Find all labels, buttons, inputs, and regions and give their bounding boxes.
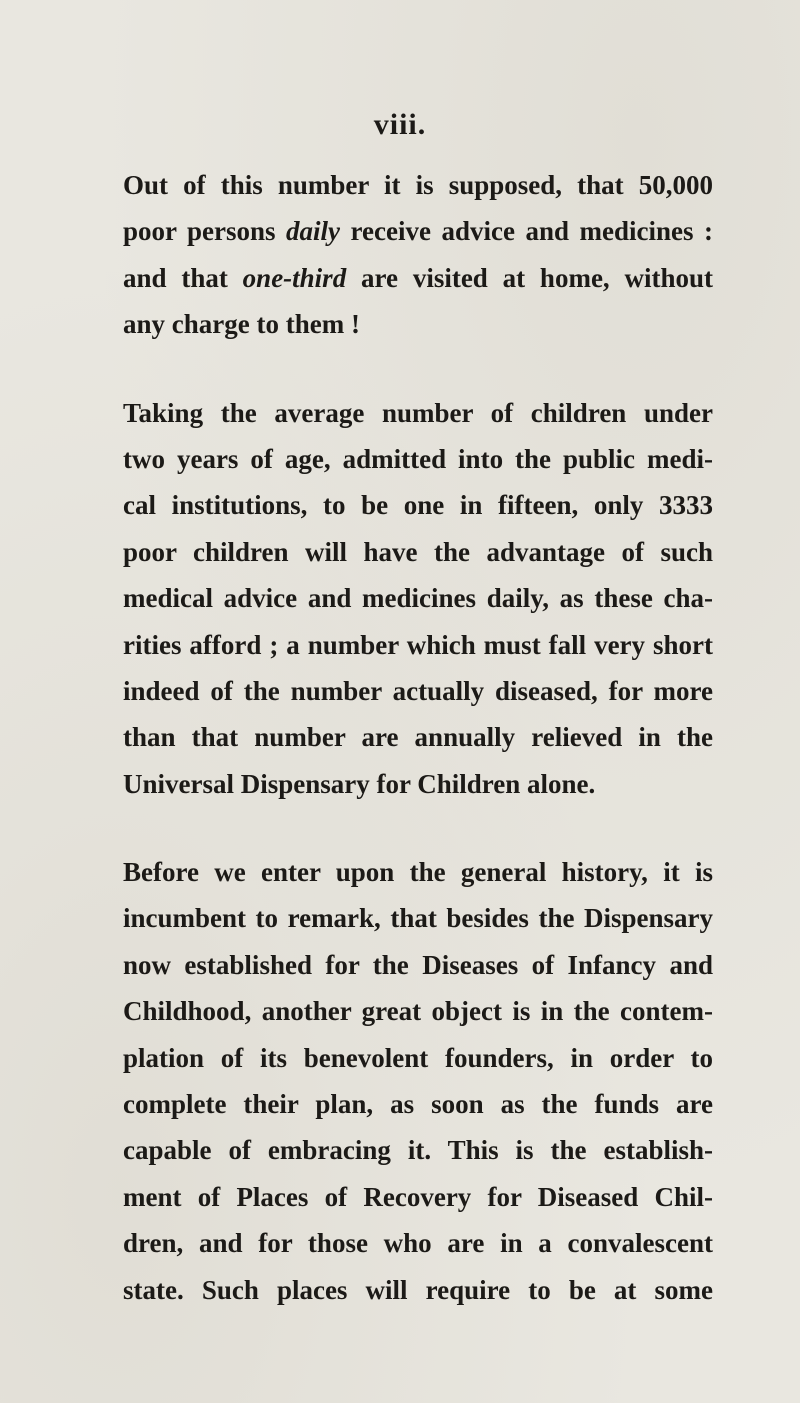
text-line: capable of embracing it. This is the establish- xyxy=(123,1135,713,1166)
text-line: and that one-third are visited at home, without xyxy=(123,262,714,293)
text-line: medical advice and medicines daily, as these cha- xyxy=(123,583,713,614)
text-line: Taking the average number of children under xyxy=(123,397,713,428)
text-line: complete their plan, as soon as the funds are xyxy=(123,1089,713,1120)
text-line: poor persons daily receive advice and medicines : xyxy=(123,216,713,247)
paragraph xyxy=(123,390,713,808)
text-line: ment of Places of Recovery for Diseased Chil- xyxy=(123,1181,713,1212)
text-line: any charge to them ! xyxy=(123,309,360,340)
text-line: state. Such places will require to be at some xyxy=(123,1274,713,1305)
body-text xyxy=(123,162,713,1313)
text-line: now established for the Diseases of Infancy and xyxy=(123,949,713,980)
paragraph xyxy=(123,162,713,348)
text-line: Out of this number it is supposed, that 50,000 xyxy=(123,170,713,200)
emphasis-one-third: one-third xyxy=(242,262,347,293)
text-line: plation of its benevolent founders, in order to xyxy=(123,1042,713,1073)
emphasis-daily: daily xyxy=(286,216,341,247)
text-line: Childhood, another great object is in the contem- xyxy=(123,996,713,1027)
text-line: indeed of the number actually diseased, for more xyxy=(123,675,713,706)
text-line: than that number are annually relieved in the xyxy=(123,722,713,753)
text-line: poor children will have the advantage of such xyxy=(123,536,713,567)
page-number: viii. xyxy=(373,108,427,141)
text-line: Universal Dispensary for Children alone. xyxy=(123,768,596,799)
text-line: incumbent to remark, that besides the Dispensary xyxy=(123,903,713,934)
text-line: rities afford ; a number which must fall very short xyxy=(123,629,713,660)
text-line: dren, and for those who are in a convalescent xyxy=(123,1228,713,1259)
text-line: two years of age, admitted into the public medi- xyxy=(123,443,713,474)
text-line: cal institutions, to be one in fifteen, only 3333 xyxy=(123,490,713,521)
text-line: Before we enter upon the general history, it is xyxy=(123,857,713,888)
paragraph xyxy=(123,849,713,1313)
